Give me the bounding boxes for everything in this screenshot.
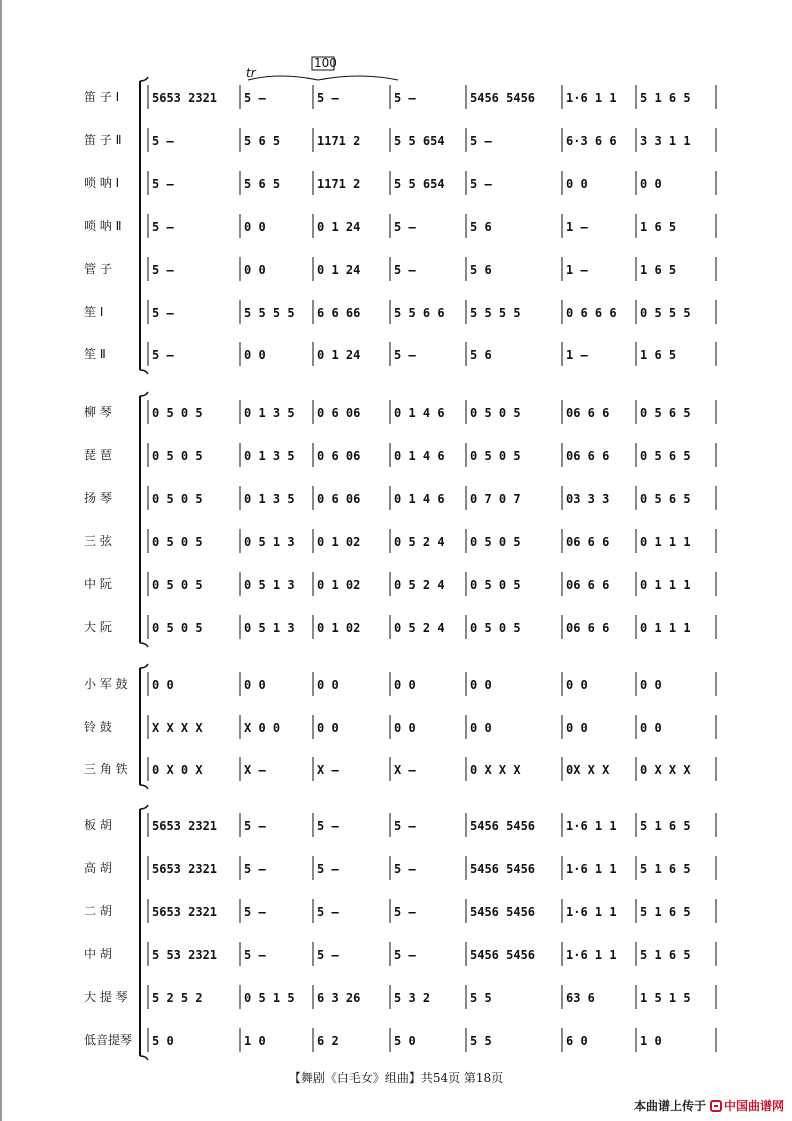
instrument-label: 三 角 铁 (84, 762, 128, 776)
measure-notes: 5653 2321 (152, 819, 218, 833)
measure-notes: 03 3 3 (566, 492, 610, 506)
measure-notes: 5 0 (152, 1034, 174, 1048)
logo-icon (710, 1100, 722, 1112)
measure-notes: 0 5 0 5 (152, 492, 203, 506)
measure-notes: 0 0 (244, 678, 266, 692)
measure-notes: 5 – (394, 819, 416, 833)
measure-notes: 5 2 5 2 (152, 991, 203, 1005)
score-systems (84, 56, 716, 1060)
upload-text: 本曲谱上传于 (633, 1099, 706, 1113)
measure-notes: 1·6 1 1 (566, 862, 617, 876)
measure-notes: 0 1 24 (317, 220, 361, 234)
tie-line (248, 76, 398, 80)
instrument-label: 高 胡 (84, 861, 112, 875)
measure-notes: 0 5 2 4 (394, 578, 445, 592)
measure-notes: 0 0 (244, 263, 266, 277)
measure-notes: 0 7 0 7 (470, 492, 521, 506)
measure-notes: 5 – (152, 177, 174, 191)
measure-notes: 06 6 6 (566, 535, 610, 549)
measure-notes: 5 – (317, 905, 339, 919)
measure-notes: 5 53 2321 (152, 948, 218, 962)
measure-notes: 0 5 0 5 (470, 621, 521, 635)
measure-notes: 5 – (394, 862, 416, 876)
measure-notes: 5 – (152, 263, 174, 277)
measure-notes: 5 6 (470, 263, 492, 277)
measure-notes: 63 6 (566, 991, 595, 1005)
measure-notes: 0 5 2 4 (394, 535, 445, 549)
measure-notes: 1171 2 (317, 177, 361, 191)
measure-notes: 0 5 6 5 (640, 492, 691, 506)
measure-notes: X 0 0 (244, 721, 281, 735)
measure-notes: 06 6 6 (566, 406, 610, 420)
measure-notes: 5 – (244, 948, 266, 962)
measure-notes: 0 6 6 6 (566, 306, 617, 320)
measure-notes: 5456 5456 (470, 905, 536, 919)
measure-notes: 0 1 3 5 (244, 406, 295, 420)
measure-notes: 5 – (470, 177, 492, 191)
measure-notes: 0 1 4 6 (394, 449, 445, 463)
measure-notes: 5 – (317, 862, 339, 876)
measure-notes: 0 5 1 5 (244, 991, 295, 1005)
measure-notes: 5 0 (394, 1034, 416, 1048)
measure-notes: 5 5 (470, 991, 492, 1005)
measure-notes: 5 1 6 5 (640, 948, 691, 962)
measure-notes: 5 – (470, 134, 492, 148)
measure-notes: 0 X X X (470, 763, 521, 777)
measure-notes: 5456 5456 (470, 862, 536, 876)
measure-notes: 0 0 (152, 678, 174, 692)
instrument-label: 铃 鼓 (84, 720, 112, 734)
measure-notes: 0 6 06 (317, 406, 361, 420)
instrument-label: 大 阮 (84, 620, 112, 634)
instrument-label: 琵 琶 (84, 448, 112, 462)
measure-notes: 0 5 0 5 (470, 406, 521, 420)
measure-notes: 0 5 0 5 (152, 449, 203, 463)
measure-notes: X – (394, 763, 416, 777)
measure-notes: 0 1 02 (317, 535, 361, 549)
measure-notes: 0 5 5 5 (640, 306, 691, 320)
measure-notes: 0 5 1 3 (244, 578, 295, 592)
measure-notes: 1 0 (640, 1034, 662, 1048)
measure-notes: 1 6 5 (640, 348, 677, 362)
trill-mark: tr (246, 66, 256, 80)
measure-notes: 5 – (394, 348, 416, 362)
measure-notes: 0 5 0 5 (470, 578, 521, 592)
site-logo[interactable] (710, 1097, 784, 1114)
measure-notes: 5 1 6 5 (640, 91, 691, 105)
upload-credit (634, 1097, 784, 1114)
measure-notes: 0 5 1 3 (244, 535, 295, 549)
instrument-label: 二 胡 (84, 904, 112, 918)
measure-notes: 0 1 4 6 (394, 492, 445, 506)
instrument-label: 笙 Ⅰ (84, 305, 104, 319)
measure-notes: 06 6 6 (566, 578, 610, 592)
measure-notes: 0 0 (566, 177, 588, 191)
measure-notes: 0 0 (640, 177, 662, 191)
measure-notes: 5 – (152, 306, 174, 320)
measure-notes: 5 5 5 5 (470, 306, 521, 320)
measure-notes: 0 5 6 5 (640, 406, 691, 420)
measure-notes: 5 – (244, 905, 266, 919)
measure-notes: 1·6 1 1 (566, 819, 617, 833)
instrument-label: 中 胡 (84, 947, 112, 961)
measure-notes: 5 – (317, 819, 339, 833)
measure-notes: X – (244, 763, 266, 777)
measure-notes: 1 – (566, 348, 588, 362)
measure-notes: 0X X X (566, 763, 610, 777)
measure-notes: 0 6 06 (317, 492, 361, 506)
measure-notes: 5653 2321 (152, 862, 218, 876)
measure-notes: 5 1 6 5 (640, 862, 691, 876)
measure-notes: 5456 5456 (470, 91, 536, 105)
measure-notes: 0 5 0 5 (470, 449, 521, 463)
measure-notes: 1 0 (244, 1034, 266, 1048)
measure-notes: 5 – (394, 905, 416, 919)
instrument-label: 唢 呐 Ⅱ (84, 219, 122, 233)
measure-notes: 0 0 (566, 678, 588, 692)
instrument-label: 低音提琴 (84, 1033, 133, 1047)
measure-notes: 0 1 02 (317, 578, 361, 592)
measure-notes: 5 6 5 (244, 177, 281, 191)
measure-notes: 1 6 5 (640, 263, 677, 277)
measure-notes: 5 – (152, 220, 174, 234)
measure-notes: 0 6 06 (317, 449, 361, 463)
measure-notes: 5 5 6 6 (394, 306, 445, 320)
instrument-label: 唢 呐 Ⅰ (84, 176, 120, 190)
instrument-label: 柳 琴 (84, 405, 112, 419)
measure-notes: 0 1 1 1 (640, 621, 691, 635)
measure-notes: 3 3 1 1 (640, 134, 691, 148)
measure-notes: 5653 2321 (152, 91, 218, 105)
measure-notes: 0 X X X (640, 763, 691, 777)
measure-notes: 5456 5456 (470, 819, 536, 833)
section-bracket-hook (140, 77, 148, 374)
measure-notes: 5 1 6 5 (640, 819, 691, 833)
measure-notes: 0 0 (244, 348, 266, 362)
instrument-label: 管 子 (84, 262, 112, 276)
measure-notes: 0 0 (640, 678, 662, 692)
instrument-label: 扬 琴 (84, 491, 112, 505)
measure-notes: 6 2 (317, 1034, 339, 1048)
measure-notes: 5 5 (470, 1034, 492, 1048)
measure-notes: 1·6 1 1 (566, 948, 617, 962)
measure-notes: 0 5 1 3 (244, 621, 295, 635)
measure-notes: 0 0 (470, 678, 492, 692)
measure-notes: 6 0 (566, 1034, 588, 1048)
measure-notes: 5 – (394, 91, 416, 105)
measure-notes: 0 0 (566, 721, 588, 735)
measure-notes: 0 1 24 (317, 348, 361, 362)
measure-notes: 5 5 654 (394, 134, 445, 148)
measure-notes: 0 0 (394, 721, 416, 735)
measure-notes: 0 5 6 5 (640, 449, 691, 463)
measure-notes: 0 5 2 4 (394, 621, 445, 635)
measure-notes: 1 – (566, 263, 588, 277)
measure-notes: X – (317, 763, 339, 777)
measure-notes: 5653 2321 (152, 905, 218, 919)
measure-notes: 6·3 6 6 (566, 134, 617, 148)
measure-notes: 5 6 (470, 348, 492, 362)
measure-notes: 1·6 1 1 (566, 905, 617, 919)
instrument-label: 笛 子 Ⅰ (84, 90, 120, 104)
instrument-label: 大 提 琴 (84, 990, 128, 1004)
instrument-label: 中 阮 (84, 577, 112, 591)
instrument-label: 板 胡 (84, 818, 112, 832)
measure-notes: 0 0 (640, 721, 662, 735)
measure-notes: 1 5 1 5 (640, 991, 691, 1005)
measure-notes: 0 5 0 5 (152, 578, 203, 592)
measure-notes: 5 3 2 (394, 991, 431, 1005)
measure-notes: 0 5 0 5 (152, 621, 203, 635)
instrument-label: 笙 Ⅱ (84, 347, 106, 361)
measure-notes: 0 0 (244, 220, 266, 234)
measure-notes: 0 5 0 5 (470, 535, 521, 549)
measure-notes: 0 1 3 5 (244, 492, 295, 506)
measure-notes: 5 1 6 5 (640, 905, 691, 919)
measure-notes: 1171 2 (317, 134, 361, 148)
measure-notes: 5 – (244, 91, 266, 105)
measure-notes: 5 – (244, 862, 266, 876)
measure-notes: 1 6 5 (640, 220, 677, 234)
measure-notes: 0 1 1 1 (640, 578, 691, 592)
measure-notes: 6 3 26 (317, 991, 361, 1005)
measure-notes: 06 6 6 (566, 621, 610, 635)
measure-notes: 5 6 (470, 220, 492, 234)
measure-notes: 6 6 66 (317, 306, 361, 320)
measure-notes: 0 0 (470, 721, 492, 735)
measure-notes: 0 1 3 5 (244, 449, 295, 463)
section-bracket-hook (140, 805, 148, 1060)
measure-notes: 0 1 02 (317, 621, 361, 635)
measure-notes: 5456 5456 (470, 948, 536, 962)
measure-notes: 5 – (152, 134, 174, 148)
rehearsal-mark: 100 (314, 56, 337, 70)
measure-notes: 5 – (317, 948, 339, 962)
section-bracket-hook (140, 392, 148, 647)
page-footer: 【舞剧《白毛女》组曲】共54页 第18页 (288, 1071, 504, 1085)
measure-notes: 06 6 6 (566, 449, 610, 463)
measure-notes: 1·6 1 1 (566, 91, 617, 105)
measure-notes: 5 – (152, 348, 174, 362)
measure-notes: 0 1 24 (317, 263, 361, 277)
measure-notes: 0 5 0 5 (152, 406, 203, 420)
measure-notes: 5 – (317, 91, 339, 105)
measure-notes: 1 – (566, 220, 588, 234)
instrument-label: 小 军 鼓 (84, 677, 128, 691)
measure-notes: 0 0 (317, 678, 339, 692)
measure-notes: 0 0 (317, 721, 339, 735)
measure-notes: 5 – (244, 819, 266, 833)
instrument-label: 三 弦 (84, 534, 112, 548)
measure-notes: 0 1 1 1 (640, 535, 691, 549)
measure-notes: 0 0 (394, 678, 416, 692)
measure-notes: 5 6 5 (244, 134, 281, 148)
logo-text: 中国曲谱网 (723, 1099, 784, 1113)
measure-notes: 5 5 5 5 (244, 306, 295, 320)
measure-notes: 0 5 0 5 (152, 535, 203, 549)
section-bracket-hook (140, 664, 148, 789)
measure-notes: 0 X 0 X (152, 763, 203, 777)
measure-notes: 0 1 4 6 (394, 406, 445, 420)
instrument-label: 笛 子 Ⅱ (84, 133, 122, 147)
measure-notes: X X X X (152, 721, 203, 735)
measure-notes: 5 – (394, 948, 416, 962)
measure-notes: 5 – (394, 220, 416, 234)
measure-notes: 5 – (394, 263, 416, 277)
measure-notes: 5 5 654 (394, 177, 445, 191)
